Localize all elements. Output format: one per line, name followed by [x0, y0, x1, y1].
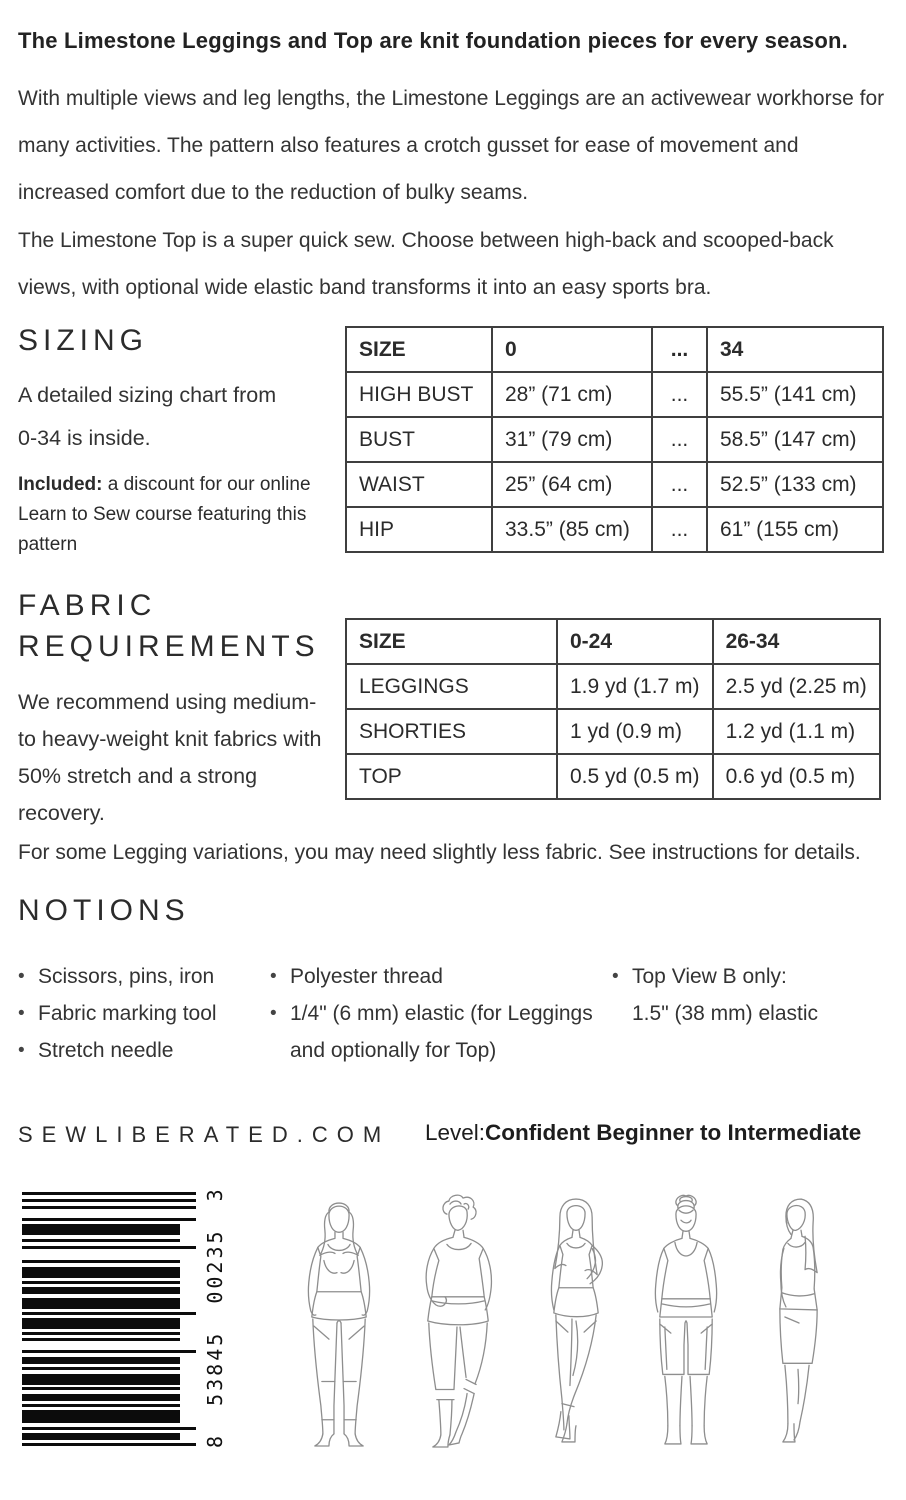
table-cell: 1 yd (0.9 m) [557, 709, 713, 754]
notions-item-continuation: 1.5" (38 mm) elastic [632, 1002, 819, 1025]
sizing-description-line: A detailed sizing chart from [18, 383, 277, 407]
figure-woman-side-view-shorties-icon [742, 1192, 854, 1450]
table-cell: 2.5 yd (2.25 m) [713, 664, 880, 709]
table-cell: HIP [346, 507, 492, 552]
website-url: SEWLIBERATED.COM [18, 1122, 391, 1147]
table-cell: WAIST [346, 462, 492, 507]
table-cell: 31” (79 cm) [492, 417, 652, 462]
table-header-cell: 34 [707, 327, 883, 372]
table-cell: SHORTIES [346, 709, 557, 754]
skill-level [425, 1120, 861, 1146]
table-row [346, 372, 883, 417]
barcode-bars-icon [20, 1192, 198, 1448]
fabric-description-line: 50% stretch and a strong [18, 764, 258, 788]
headline: The Limestone Leggings and Top are knit foundation pieces for every season. [18, 28, 848, 53]
fabric-description-line: to heavy-weight knit fabrics with [18, 727, 322, 751]
fabric-requirements-table [345, 618, 881, 800]
sizing-heading: SIZING [18, 324, 149, 357]
table-cell: 52.5” (133 cm) [707, 462, 883, 507]
fabric-requirements-heading: FABRIC REQUIREMENTS [18, 589, 320, 663]
table-header-cell: ... [652, 327, 707, 372]
table-cell: BUST [346, 417, 492, 462]
table-row [346, 417, 883, 462]
table-cell: TOP [346, 754, 557, 799]
table-cell: 1.2 yd (1.1 m) [713, 709, 880, 754]
table-cell: 58.5” (147 cm) [707, 417, 883, 462]
notions-column-3 [612, 958, 902, 1032]
included-text: a discount for our online Learn to Sew course featuring this pattern [18, 474, 311, 555]
table-cell: 28” (71 cm) [492, 372, 652, 417]
notions-item: • Scissors, pins, iron [18, 958, 253, 995]
fabric-description [18, 684, 322, 832]
included-note [18, 470, 353, 560]
sizing-description-line: 0-34 is inside. [18, 426, 151, 450]
table-cell: ... [652, 507, 707, 552]
barcode-digits: 8 53845 00235 3 [203, 1186, 227, 1448]
table-cell: ... [652, 462, 707, 507]
notions-item: • Polyester thread [270, 958, 610, 995]
notions-column-1 [18, 958, 253, 1069]
figure-woman-front-capri-leggings-icon [402, 1192, 514, 1450]
table-header-row [346, 619, 880, 664]
table-header-row [346, 327, 883, 372]
figure-woman-crossed-legs-leggings-icon [520, 1192, 632, 1450]
table-cell: 25” (64 cm) [492, 462, 652, 507]
upc-barcode [20, 1188, 235, 1452]
table-cell: HIGH BUST [346, 372, 492, 417]
table-row [346, 462, 883, 507]
table-cell: 61” (155 cm) [707, 507, 883, 552]
included-label: Included: [18, 474, 103, 495]
level-label: Level: [425, 1120, 486, 1145]
table-header-cell: 26-34 [713, 619, 880, 664]
table-row [346, 754, 880, 799]
table-cell: 0.5 yd (0.5 m) [557, 754, 713, 799]
sizing-table [345, 326, 884, 553]
intro-paragraph-2: The Limestone Top is a super quick sew. Choose between high-back and scooped-back views, with optional wide elastic band transforms it into an easy sports bra. [18, 229, 834, 299]
fabric-note: For some Legging variations, you may need slightly less fabric. See instructions for details. [18, 841, 861, 864]
notions-column-2 [270, 958, 610, 1069]
table-row [346, 664, 880, 709]
figure-woman-front-leggings-icon [283, 1192, 395, 1450]
fabric-description-line: recovery. [18, 801, 105, 825]
intro-paragraph-1: With multiple views and leg lengths, the Limestone Leggings are an activewear workhorse for many activities. The pattern also features a crotch gusset for ease of movement and increased comfort due to the reduction of bulky seams. [18, 87, 885, 204]
table-header-cell: SIZE [346, 619, 557, 664]
fabric-description-line: We recommend using medium- [18, 690, 317, 714]
figure-woman-back-view-bike-shorts-icon [630, 1192, 742, 1450]
notions-item: • 1/4" (6 mm) elastic (for Leggings and optionally for Top) [270, 995, 610, 1069]
sizing-description [18, 374, 276, 460]
notions-heading: NOTIONS [18, 894, 190, 927]
level-value: Confident Beginner to Intermediate [485, 1120, 862, 1145]
table-cell: 0.6 yd (0.5 m) [713, 754, 880, 799]
table-row [346, 507, 883, 552]
notions-item: • Stretch needle [18, 1032, 253, 1069]
table-cell: 55.5” (141 cm) [707, 372, 883, 417]
table-header-cell: 0-24 [557, 619, 713, 664]
table-header-cell: SIZE [346, 327, 492, 372]
notions-item: • Top View B only: [612, 958, 902, 995]
table-cell: ... [652, 417, 707, 462]
table-header-cell: 0 [492, 327, 652, 372]
table-row [346, 709, 880, 754]
notions-item: • Fabric marking tool [18, 995, 253, 1032]
table-cell: LEGGINGS [346, 664, 557, 709]
table-cell: 1.9 yd (1.7 m) [557, 664, 713, 709]
table-cell: ... [652, 372, 707, 417]
table-cell: 33.5” (85 cm) [492, 507, 652, 552]
